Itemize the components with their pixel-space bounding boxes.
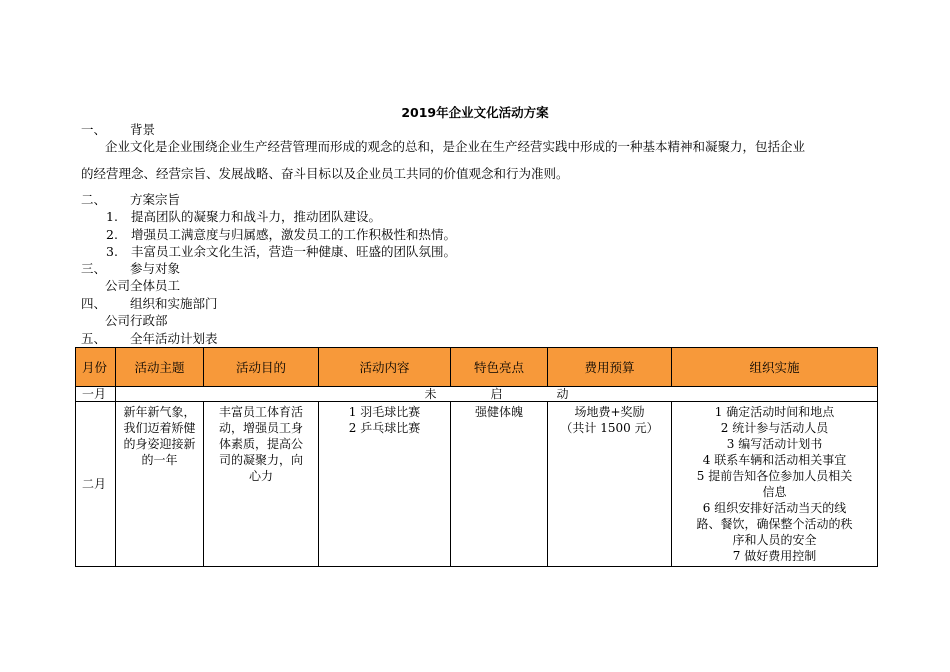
purpose-line: 心力 <box>248 469 273 483</box>
theme-line: 的一年 <box>141 453 178 467</box>
purpose-item-1-text: 提高团队的凝聚力和战斗力，推动团队建设。 <box>131 209 382 224</box>
implementation-line: 1 确定活动时间和地点 <box>714 405 835 419</box>
february-month-cell: 二月 <box>76 402 116 567</box>
section-3-heading: 参与对象 <box>130 261 181 276</box>
february-content-cell <box>319 402 451 567</box>
purpose-item-3-number: 3. <box>106 244 118 259</box>
implementation-line: 5 提前告知各位参加人员相关 <box>696 469 853 483</box>
february-purpose-cell <box>204 402 319 567</box>
participants-text: 公司全体员工 <box>105 278 181 293</box>
table-row-february <box>76 402 878 567</box>
theme-line: 我们迈着矫健 <box>123 421 196 435</box>
purpose-item-2-text: 增强员工满意度与归属感，激发员工的工作积极性和热情。 <box>131 227 457 242</box>
closed-char-2: 启 <box>490 387 503 401</box>
section-4-heading: 组织和实施部门 <box>130 296 218 311</box>
content-line: 2 乒乓球比赛 <box>348 421 421 435</box>
content-line: 1 羽毛球比赛 <box>348 405 421 419</box>
theme-line: 新年新气象， <box>123 405 196 419</box>
february-budget-cell <box>548 402 672 567</box>
closed-char-1: 未 <box>424 387 437 401</box>
department-text: 公司行政部 <box>105 313 168 328</box>
section-3-number: 三、 <box>81 261 107 276</box>
budget-line: 场地费+奖励 <box>574 405 645 419</box>
february-highlight-cell: 强健体魄 <box>451 402 548 567</box>
header-purpose: 活动目的 <box>204 348 319 387</box>
budget-line: （共计 1500 元） <box>560 421 659 435</box>
implementation-line: 序和人员的安全 <box>732 533 817 547</box>
purpose-line: 体素质，提高公 <box>218 437 303 451</box>
purpose-item-2-number: 2. <box>106 227 118 242</box>
section-1-number: 一、 <box>81 122 107 137</box>
purpose-item-3-text: 丰富员工业余文化生活，营造一种健康、旺盛的团队氛围。 <box>131 244 457 259</box>
implementation-line: 6 组织安排好活动当天的线 <box>702 501 847 515</box>
background-paragraph-line-1: 企业文化是企业围绕企业生产经营管理而形成的观念的总和，是企业在生产经营实践中形成的一种基本精神和凝聚力，包括企业 <box>105 139 806 154</box>
section-2-number: 二、 <box>81 192 107 207</box>
header-month: 月份 <box>76 348 116 387</box>
background-paragraph-line-2: 的经营理念、经营宗旨、发展战略、奋斗目标以及企业员工共同的价值观念和行为准则。 <box>81 166 569 181</box>
purpose-line: 丰富员工体育活 <box>218 405 303 419</box>
section-5-number: 五、 <box>81 331 107 346</box>
section-4-number: 四、 <box>81 296 107 311</box>
section-5-heading: 全年活动计划表 <box>130 331 218 346</box>
header-highlight: 特色亮点 <box>451 348 548 387</box>
section-1-heading: 背景 <box>130 122 156 137</box>
purpose-line: 动，增强员工身 <box>218 421 303 435</box>
section-2-heading: 方案宗旨 <box>130 192 181 207</box>
purpose-item-1-number: 1. <box>106 209 118 224</box>
header-content: 活动内容 <box>319 348 451 387</box>
implementation-line: 7 做好费用控制 <box>732 549 817 563</box>
theme-line: 的身姿迎接新 <box>123 437 196 451</box>
january-not-started-cell <box>116 387 878 402</box>
implementation-line: 路、餐饮，确保整个活动的秩 <box>696 517 853 531</box>
implementation-line: 4 联系车辆和活动相关事宜 <box>702 453 847 467</box>
implementation-line: 信息 <box>762 485 787 499</box>
header-theme: 活动主题 <box>116 348 204 387</box>
closed-char-3: 动 <box>556 387 569 401</box>
header-implementation: 组织实施 <box>672 348 878 387</box>
implementation-line: 3 编写活动计划书 <box>726 437 823 451</box>
february-implementation-cell <box>672 402 878 567</box>
table-header-row <box>76 348 878 387</box>
implementation-line: 2 统计参与活动人员 <box>720 421 829 435</box>
document-title: 2019年企业文化活动方案 <box>401 105 549 120</box>
table-row-january <box>76 387 878 402</box>
january-month-cell: 一月 <box>76 387 116 402</box>
purpose-line: 司的凝聚力，向 <box>218 453 303 467</box>
activity-plan-table <box>75 347 878 567</box>
activity-plan-table-wrapper <box>75 347 877 567</box>
header-budget: 费用预算 <box>548 348 672 387</box>
february-theme-cell <box>116 402 204 567</box>
